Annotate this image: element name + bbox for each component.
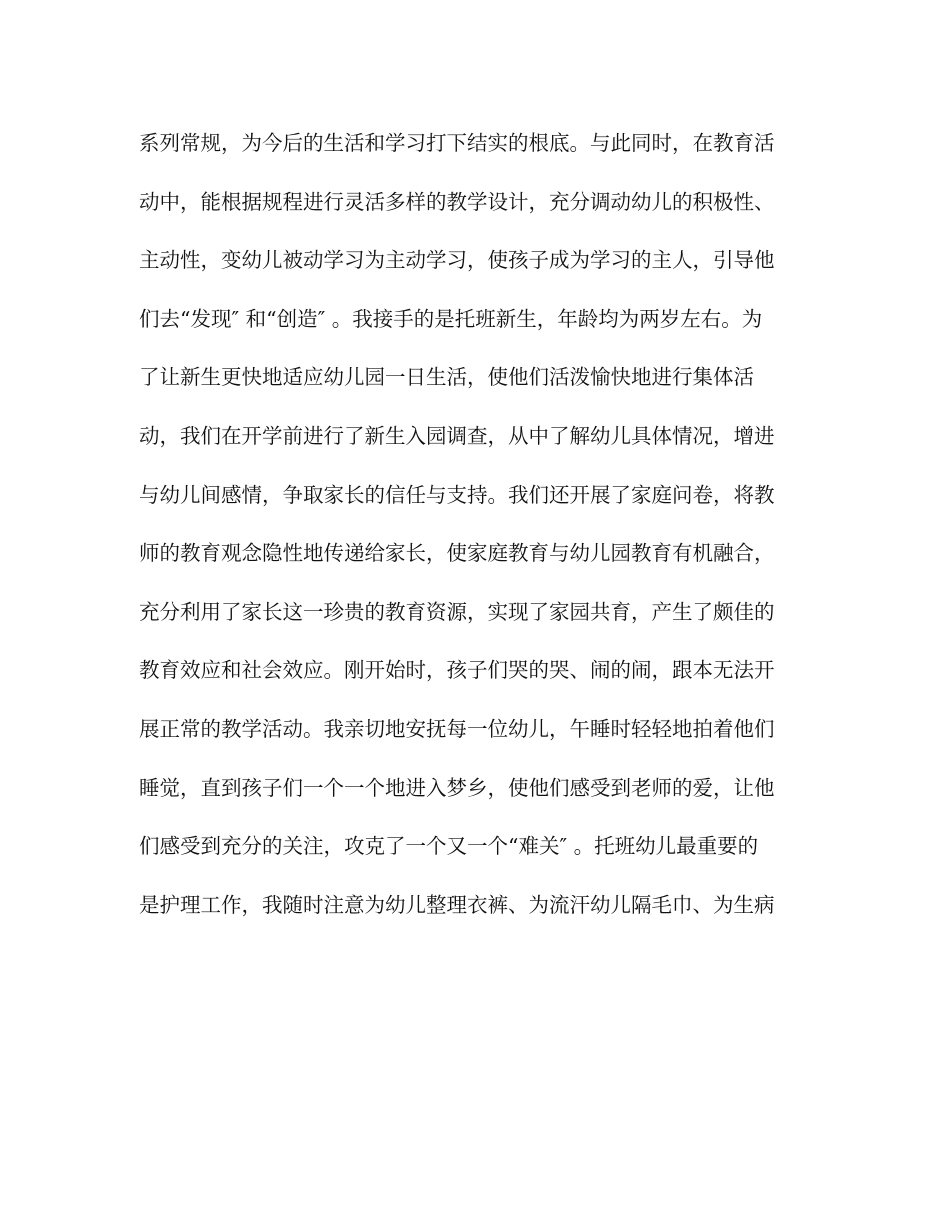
text-line: 师的教育观念隐性地传递给家长，使家庭教育与幼儿园教育有机融合， <box>139 541 775 566</box>
text-line: 展正常的教学活动。我亲切地安抚每一位幼儿，午睡时轻轻地拍着他们 <box>139 716 775 741</box>
text-line: 动中，能根据规程进行灵活多样的教学设计，充分调动幼儿的积极性、 <box>139 189 775 214</box>
text-line: 们去“发现″ 和“创造″ 。我接手的是托班新生，年龄均为两岁左右。为 <box>139 306 763 331</box>
text-line: 主动性，变幼儿被动学习为主动学习，使孩子成为学习的主人，引导他 <box>139 248 775 273</box>
text-line: 是护理工作，我随时注意为幼儿整理衣裤、为流汗幼儿隔毛巾、为生病 <box>139 892 775 917</box>
text-line: 系列常规，为今后的生活和学习打下结实的根底。与此同时，在教育活 <box>139 131 775 155</box>
text-line: 与幼儿间感情，争取家长的信任与支持。我们还开展了家庭问卷，将教 <box>139 482 775 507</box>
text-line: 了让新生更快地适应幼儿园一日生活，使他们活泼愉快地进行集体活 <box>139 365 754 390</box>
text-line: 动，我们在开学前进行了新生入园调查，从中了解幼儿具体情况，增进 <box>139 423 775 448</box>
text-line: 睡觉，直到孩子们一个一个地进入梦乡，使他们感受到老师的爱，让他 <box>139 775 775 800</box>
text-line: 充分利用了家长这一珍贵的教育资源，实现了家园共育，产生了颇佳的 <box>139 599 775 624</box>
text-line: 们感受到充分的关注，攻克了一个又一个“难关″ 。托班幼儿最重要的 <box>139 834 759 859</box>
body-text <box>139 120 839 940</box>
text-line: 教育效应和社会效应。刚开始时，孩子们哭的哭、闹的闹，跟本无法开 <box>139 658 775 683</box>
